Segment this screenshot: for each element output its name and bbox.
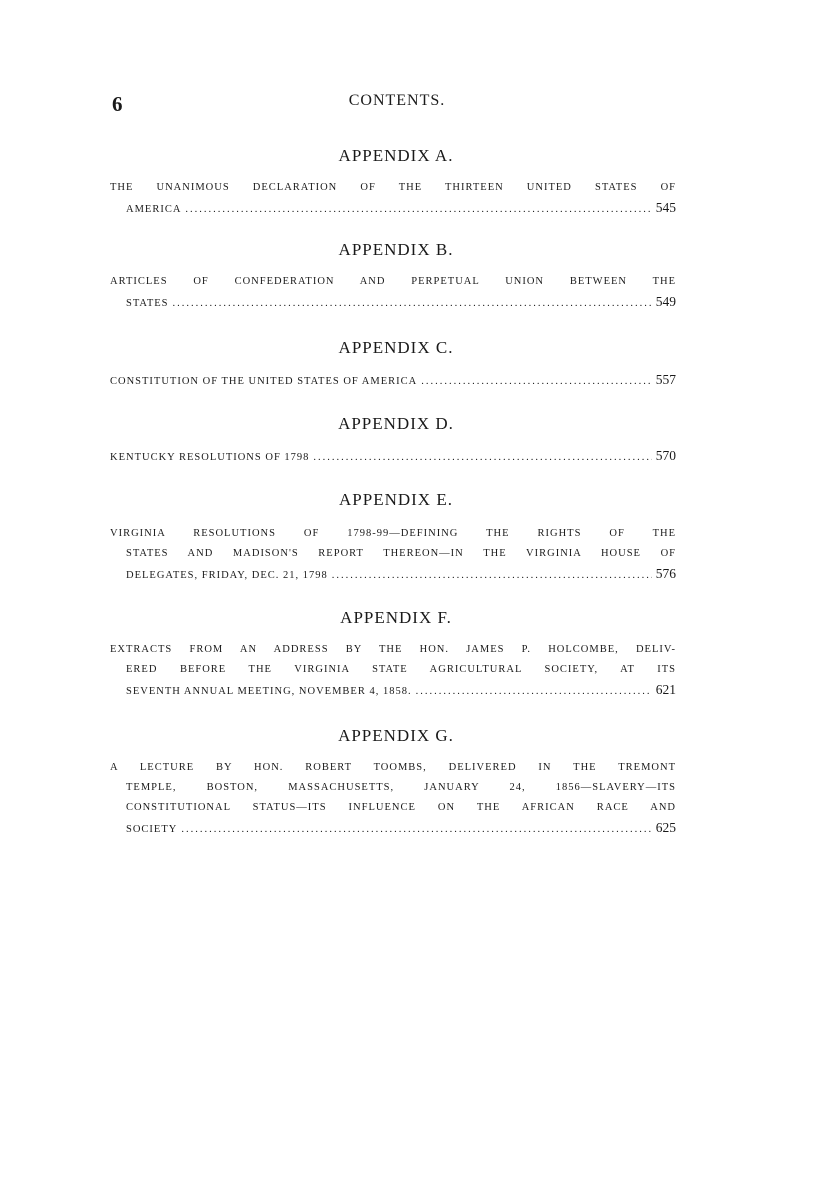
running-title: CONTENTS. xyxy=(348,92,446,109)
toc-entry[interactable] xyxy=(110,446,676,468)
entry-last-line xyxy=(110,680,676,702)
entry-last-line xyxy=(110,292,676,314)
running-head xyxy=(112,88,682,118)
dot-leader xyxy=(181,820,651,840)
entry-last-line xyxy=(110,564,676,586)
toc-entry[interactable] xyxy=(110,640,676,702)
appendix-g xyxy=(110,726,676,840)
dot-leader xyxy=(173,294,652,314)
toc-entry[interactable] xyxy=(110,178,676,220)
appendix-f xyxy=(110,608,676,702)
dot-leader xyxy=(332,566,652,586)
toc-entry[interactable] xyxy=(110,524,676,586)
appendix-d xyxy=(110,414,676,468)
entry-last-text: STATES xyxy=(126,298,169,309)
dot-leader xyxy=(185,200,651,220)
page-number: 6 xyxy=(112,92,123,116)
entry-last-text: SOCIETY xyxy=(126,824,178,835)
toc-entry[interactable] xyxy=(110,758,676,840)
toc-entry[interactable] xyxy=(110,272,676,314)
appendix-heading: APPENDIX D. xyxy=(338,414,454,433)
appendix-heading: APPENDIX E. xyxy=(339,490,453,509)
appendix-heading: APPENDIX C. xyxy=(338,338,454,357)
entry-page-number: 557 xyxy=(655,372,676,387)
toc-entry[interactable] xyxy=(110,370,676,392)
entry-line: STATES AND MADISON'S REPORT THEREON—IN THE VIRGINIA HOUSE OF xyxy=(126,548,676,559)
entry-last-line xyxy=(110,198,676,220)
entry-line: TEMPLE, BOSTON, MASSACHUSETTS, JANUARY 24, 1856—SLAVERY—ITS xyxy=(126,782,676,793)
entry-line: CONSTITUTIONAL STATUS—ITS INFLUENCE ON THE AFRICAN RACE AND xyxy=(126,802,676,813)
appendix-heading: APPENDIX A. xyxy=(338,146,454,165)
appendix-heading: APPENDIX B. xyxy=(338,240,454,259)
entry-line: EXTRACTS FROM AN ADDRESS BY THE HON. JAMES P. HOLCOMBE, DELIV- xyxy=(110,644,676,655)
entry-page-number: 549 xyxy=(655,294,676,309)
entry-line: A LECTURE BY HON. ROBERT TOOMBS, DELIVERED IN THE TREMONT xyxy=(110,762,676,773)
appendix-heading: APPENDIX F. xyxy=(340,608,452,627)
appendix-c xyxy=(110,338,676,392)
entry-last-line xyxy=(110,818,676,840)
appendix-e xyxy=(110,490,676,586)
entry-page-number: 576 xyxy=(655,566,676,581)
appendix-heading: APPENDIX G. xyxy=(338,726,454,745)
dot-leader xyxy=(313,448,651,468)
entry-last-line xyxy=(110,370,676,392)
appendix-b xyxy=(110,240,676,314)
entry-page-number: 625 xyxy=(655,820,676,835)
entry-line: THE UNANIMOUS DECLARATION OF THE THIRTEEN UNITED STATES OF xyxy=(110,182,676,193)
entry-line: ARTICLES OF CONFEDERATION AND PERPETUAL UNION BETWEEN THE xyxy=(110,276,676,287)
entry-line: ERED BEFORE THE VIRGINIA STATE AGRICULTURAL SOCIETY, AT ITS xyxy=(126,664,676,675)
entry-last-text: SEVENTH ANNUAL MEETING, NOVEMBER 4, 1858. xyxy=(126,686,412,697)
entry-last-text: CONSTITUTION OF THE UNITED STATES OF AMERICA xyxy=(110,376,418,387)
entry-page-number: 621 xyxy=(655,682,676,697)
entry-page-number: 570 xyxy=(655,448,676,463)
entry-last-text: AMERICA xyxy=(126,204,182,215)
entry-page-number: 545 xyxy=(655,200,676,215)
entry-last-text: DELEGATES, FRIDAY, DEC. 21, 1798 xyxy=(126,570,328,581)
dot-leader xyxy=(416,682,652,702)
dot-leader xyxy=(421,372,652,392)
entry-line: VIRGINIA RESOLUTIONS OF 1798-99—DEFINING THE RIGHTS OF THE xyxy=(110,528,676,539)
appendix-a xyxy=(110,146,676,220)
entry-last-text: KENTUCKY RESOLUTIONS OF 1798 xyxy=(110,452,310,463)
entry-last-line xyxy=(110,446,676,468)
